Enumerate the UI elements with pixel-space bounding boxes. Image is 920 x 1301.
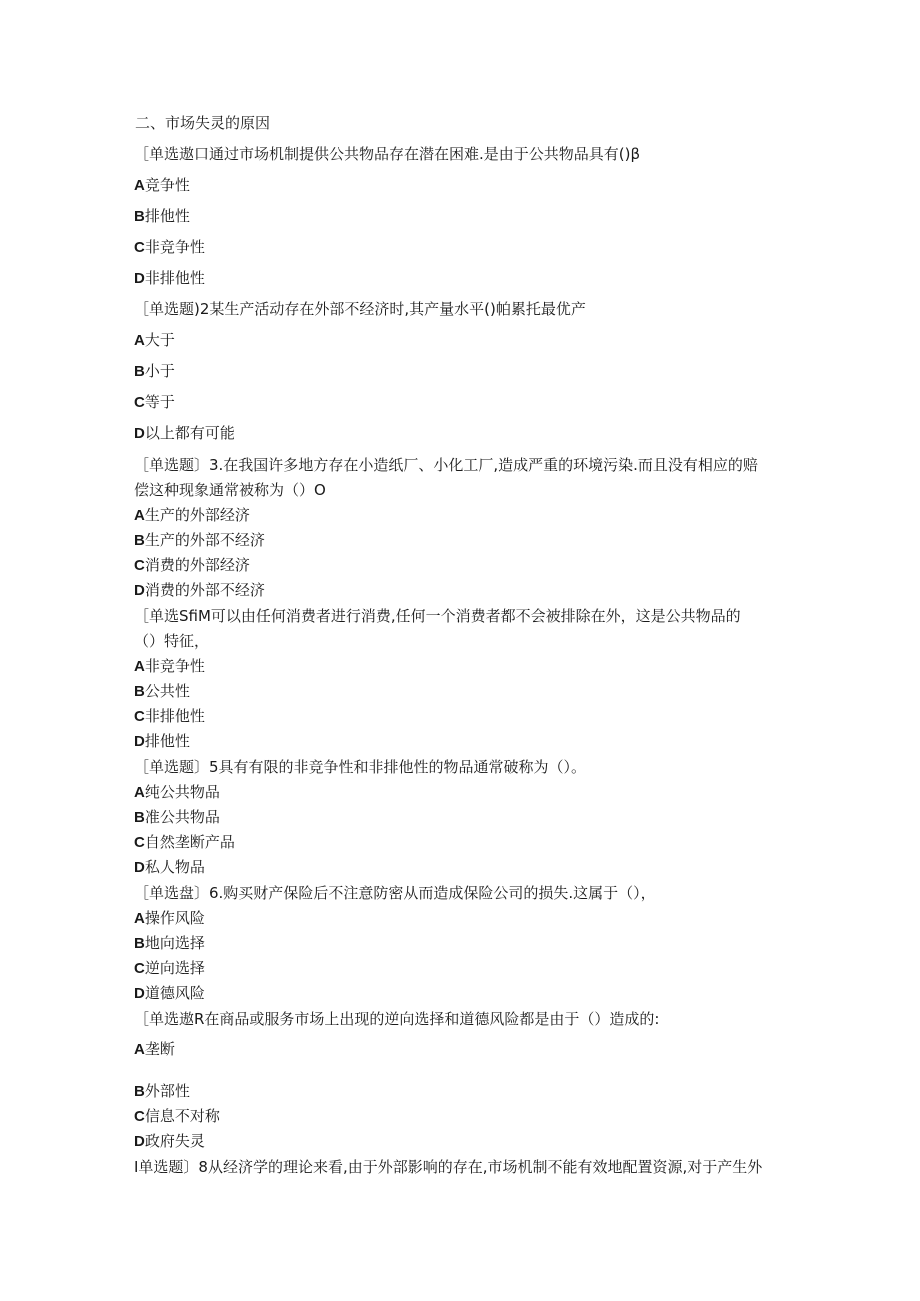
- option-letter: C: [134, 557, 145, 574]
- option-letter: C: [134, 960, 145, 977]
- option-text: 非排他性: [144, 269, 205, 287]
- option-text: 地向选择: [144, 934, 205, 952]
- question-7-option-b: [134, 1081, 190, 1102]
- question-4-stem-cont: （）特征，: [134, 632, 210, 650]
- option-letter: A: [134, 784, 145, 801]
- option-letter: D: [134, 425, 145, 442]
- question-6-option-b: [134, 933, 205, 954]
- question-7-option-a: [134, 1039, 175, 1060]
- question-1-option-d: [134, 268, 205, 289]
- option-text: 消费的外部不经济: [144, 581, 265, 599]
- option-letter: A: [134, 1041, 145, 1058]
- question-5-option-d: [134, 857, 205, 878]
- option-letter: B: [134, 363, 145, 380]
- option-letter: A: [134, 910, 145, 927]
- question-7-option-d: [134, 1131, 205, 1152]
- option-text: 消费的外部经济: [144, 556, 250, 574]
- option-letter: D: [134, 985, 145, 1002]
- option-text: 外部性: [144, 1082, 190, 1100]
- question-5-option-b: [134, 807, 220, 828]
- option-letter: A: [134, 507, 145, 524]
- option-letter: A: [134, 332, 145, 349]
- question-3-option-c: [134, 555, 250, 576]
- question-3-stem-cont: 偿这种现象通常被称为（）O: [134, 481, 326, 499]
- question-5-option-c: [134, 832, 235, 853]
- option-letter: C: [134, 708, 145, 725]
- option-text: 等于: [144, 393, 175, 411]
- question-2-option-c: [134, 392, 175, 413]
- option-text: 道德风险: [144, 984, 205, 1002]
- option-letter: B: [134, 935, 145, 952]
- option-letter: C: [134, 394, 145, 411]
- option-letter: B: [134, 1083, 145, 1100]
- question-6-option-d: [134, 983, 205, 1004]
- option-text: 排他性: [144, 207, 190, 225]
- option-text: 操作风险: [144, 909, 205, 927]
- question-2-option-b: [134, 361, 175, 382]
- question-2-option-d: [134, 423, 235, 444]
- question-8-stem: I单选题〕8从经济学的理论来看,由于外部影响的存在,市场机制不能有效地配置资源,对于产生外: [134, 1158, 763, 1176]
- option-text: 政府失灵: [144, 1132, 205, 1150]
- option-text: 小于: [144, 362, 175, 380]
- question-4-option-d: [134, 731, 190, 752]
- option-text: 自然垄断产品: [144, 833, 235, 851]
- question-3-stem: ［单选题〕3.在我国许多地方存在小造纸厂、小化工厂,造成严重的环境污染.而且没有相应的赔: [134, 456, 758, 474]
- option-text: 逆向选择: [144, 959, 205, 977]
- question-4-option-b: [134, 681, 190, 702]
- question-4-option-a: [134, 656, 205, 677]
- option-text: 准公共物品: [144, 808, 220, 826]
- question-6-option-c: [134, 958, 205, 979]
- option-text: 非竞争性: [144, 238, 205, 256]
- question-3-option-b: [134, 530, 265, 551]
- option-letter: D: [134, 1133, 145, 1150]
- option-letter: C: [134, 239, 145, 256]
- question-1-option-b: [134, 206, 190, 227]
- option-text: 垄断: [144, 1040, 175, 1058]
- question-6-stem: ［单选盘〕6.购买财产保险后不注意防密从而造成保险公司的损失.这属于（），: [134, 884, 656, 902]
- option-letter: D: [134, 859, 145, 876]
- option-text: 非竞争性: [144, 657, 205, 675]
- question-4-stem: ［单选SfiM可以由任何消费者进行消费,任何一个消费者都不会被排除在外，这是公共物品的: [134, 607, 741, 625]
- question-3-option-d: [134, 580, 265, 601]
- option-text: 以上都有可能: [144, 424, 235, 442]
- question-5-option-a: [134, 782, 220, 803]
- option-letter: C: [134, 834, 145, 851]
- option-text: 私人物品: [144, 858, 205, 876]
- question-7-option-c: [134, 1106, 220, 1127]
- option-text: 生产的外部经济: [144, 506, 250, 524]
- question-2-stem: ［单选题)2某生产活动存在外部不经济时,其产量水平()帕累托最优产: [134, 300, 586, 318]
- option-text: 排他性: [144, 732, 190, 750]
- option-letter: B: [134, 208, 145, 225]
- question-2-option-a: [134, 330, 175, 351]
- option-text: 非排他性: [144, 707, 205, 725]
- option-text: 竞争性: [144, 176, 190, 194]
- option-letter: B: [134, 809, 145, 826]
- option-letter: A: [134, 177, 145, 194]
- question-1-stem: ［单选遨口通过市场机制提供公共物品存在潜在困难.是由于公共物品具有()β: [134, 145, 641, 163]
- option-text: 信息不对称: [144, 1107, 220, 1125]
- option-text: 大于: [144, 331, 175, 349]
- option-text: 生产的外部不经济: [144, 531, 265, 549]
- question-7-stem: ［单选遨R在商品或服务市场上出现的逆向选择和道德风险都是由于（）造成的:: [134, 1010, 660, 1028]
- option-text: 纯公共物品: [144, 783, 220, 801]
- option-letter: B: [134, 532, 145, 549]
- option-letter: B: [134, 683, 145, 700]
- option-letter: D: [134, 582, 145, 599]
- section-heading: 二、市场失灵的原因: [135, 114, 271, 132]
- question-1-option-a: [134, 175, 190, 196]
- option-text: 公共性: [144, 682, 190, 700]
- question-5-stem: ［单选题〕5具有有限的非竞争性和非排他性的物品通常破称为（）。: [134, 758, 587, 776]
- question-1-option-c: [134, 237, 205, 258]
- question-4-option-c: [134, 706, 205, 727]
- question-3-option-a: [134, 505, 250, 526]
- option-letter: C: [134, 1108, 145, 1125]
- question-6-option-a: [134, 908, 205, 929]
- option-letter: D: [134, 733, 145, 750]
- option-letter: A: [134, 658, 145, 675]
- option-letter: D: [134, 270, 145, 287]
